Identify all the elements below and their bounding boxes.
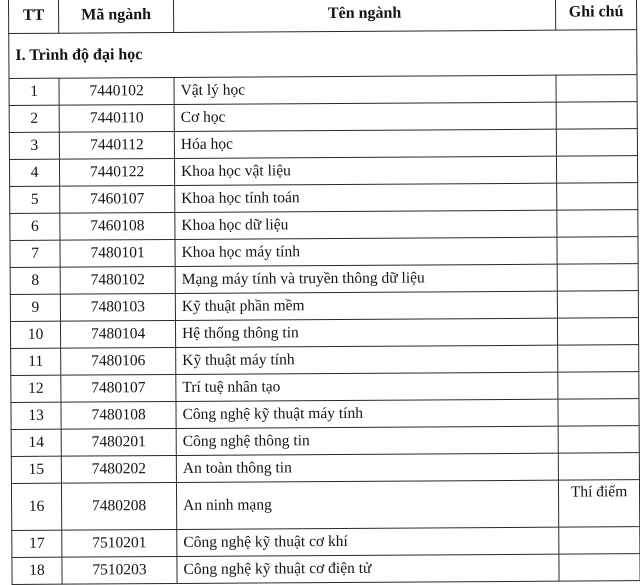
row-tt: 14 xyxy=(11,429,61,456)
row-name: Khoa học dữ liệu xyxy=(175,210,557,239)
row-code: 7480106 xyxy=(61,347,176,375)
row-tt: 2 xyxy=(9,105,59,132)
row-note xyxy=(557,264,638,291)
row-tt: 10 xyxy=(10,321,60,348)
row-tt: 9 xyxy=(10,294,60,321)
row-tt: 18 xyxy=(12,557,62,584)
row-name: Khoa học máy tính xyxy=(175,237,557,266)
table-row xyxy=(10,210,638,241)
row-tt: 5 xyxy=(10,186,60,213)
row-code: 7440102 xyxy=(59,77,174,105)
row-code: 7480101 xyxy=(60,239,175,267)
row-name: Trí tuệ nhân tạo xyxy=(176,372,558,401)
row-name: Kỹ thuật phần mềm xyxy=(175,291,557,320)
row-code: 7480104 xyxy=(60,320,175,348)
section-title: I. Trình độ đại học xyxy=(9,30,637,79)
table-row xyxy=(11,453,639,484)
row-note xyxy=(559,527,640,554)
row-tt: 17 xyxy=(12,530,62,557)
row-note xyxy=(556,75,637,102)
row-tt: 3 xyxy=(9,132,59,159)
row-note xyxy=(557,237,638,264)
row-note xyxy=(558,453,639,480)
row-tt: 1 xyxy=(9,78,59,105)
row-code: 7480208 xyxy=(61,482,176,530)
row-note xyxy=(559,554,640,581)
row-note xyxy=(556,129,637,156)
row-code: 7480202 xyxy=(61,455,176,483)
table-body xyxy=(9,30,640,585)
header-code: Mã ngành xyxy=(59,0,174,33)
section-row xyxy=(9,30,637,79)
row-code: 7480102 xyxy=(60,266,175,294)
table-row xyxy=(9,129,637,160)
row-note xyxy=(558,426,639,453)
row-name: Mạng máy tính và truyền thông dữ liệu xyxy=(175,264,557,293)
row-name: An toàn thông tin xyxy=(176,453,558,482)
table-row xyxy=(9,156,637,187)
table-row xyxy=(10,291,638,322)
row-tt: 16 xyxy=(11,483,61,530)
row-name: Kỹ thuật máy tính xyxy=(176,345,558,374)
row-tt: 7 xyxy=(10,240,60,267)
row-name: Khoa học tính toán xyxy=(175,183,557,212)
row-note xyxy=(557,318,638,345)
table-row xyxy=(10,318,638,349)
majors-table xyxy=(8,0,640,585)
row-name: Công nghệ kỹ thuật cơ điện tử xyxy=(177,554,559,583)
table-row xyxy=(11,345,639,376)
row-note xyxy=(557,291,638,318)
row-name: Khoa học vật liệu xyxy=(174,156,556,185)
row-note: Thí điểm xyxy=(558,480,639,527)
row-note xyxy=(558,345,639,372)
row-tt: 6 xyxy=(10,213,60,240)
row-name: Vật lý học xyxy=(174,75,556,104)
header-name: Tên ngành xyxy=(173,0,555,32)
table-row xyxy=(12,554,640,585)
row-note xyxy=(557,210,638,237)
row-tt: 8 xyxy=(10,267,60,294)
row-note xyxy=(558,399,639,426)
document-page xyxy=(4,0,638,585)
row-name: Công nghệ kỹ thuật cơ khí xyxy=(177,527,559,556)
table-row xyxy=(10,237,638,268)
row-name: Hệ thống thông tin xyxy=(175,318,557,347)
row-name: Hóa học xyxy=(174,129,556,158)
row-name: Cơ học xyxy=(174,102,556,131)
row-code: 7480107 xyxy=(61,374,176,402)
row-code: 7480201 xyxy=(61,428,176,456)
table-row xyxy=(10,183,638,214)
row-name: Công nghệ thông tin xyxy=(176,426,558,455)
row-code: 7480103 xyxy=(60,293,175,321)
row-name: An ninh mạng xyxy=(176,480,558,529)
row-code: 7460107 xyxy=(60,185,175,213)
row-name: Công nghệ kỹ thuật máy tính xyxy=(176,399,558,428)
table-row xyxy=(11,372,639,403)
row-code: 7440122 xyxy=(59,158,174,186)
table-row xyxy=(11,399,639,430)
table-row xyxy=(9,102,637,133)
row-tt: 12 xyxy=(11,375,61,402)
row-code: 7440112 xyxy=(59,131,174,159)
table-row xyxy=(9,75,637,106)
row-note xyxy=(556,102,637,129)
row-code: 7510201 xyxy=(62,529,177,557)
table-header xyxy=(9,0,637,33)
row-note xyxy=(556,156,637,183)
row-tt: 11 xyxy=(11,348,61,375)
header-note: Ghi chú xyxy=(555,0,636,30)
row-tt: 13 xyxy=(11,402,61,429)
row-code: 7460108 xyxy=(60,212,175,240)
row-code: 7510203 xyxy=(62,556,177,584)
table-row xyxy=(10,264,638,295)
table-row xyxy=(12,527,640,558)
row-note xyxy=(558,372,639,399)
header-row xyxy=(9,0,637,33)
row-code: 7480108 xyxy=(61,401,176,429)
header-tt: TT xyxy=(9,0,59,33)
table-row xyxy=(11,426,639,457)
row-code: 7440110 xyxy=(59,104,174,132)
row-tt: 15 xyxy=(11,456,61,483)
row-tt: 4 xyxy=(9,159,59,186)
row-note xyxy=(557,183,638,210)
table-row xyxy=(11,480,639,531)
